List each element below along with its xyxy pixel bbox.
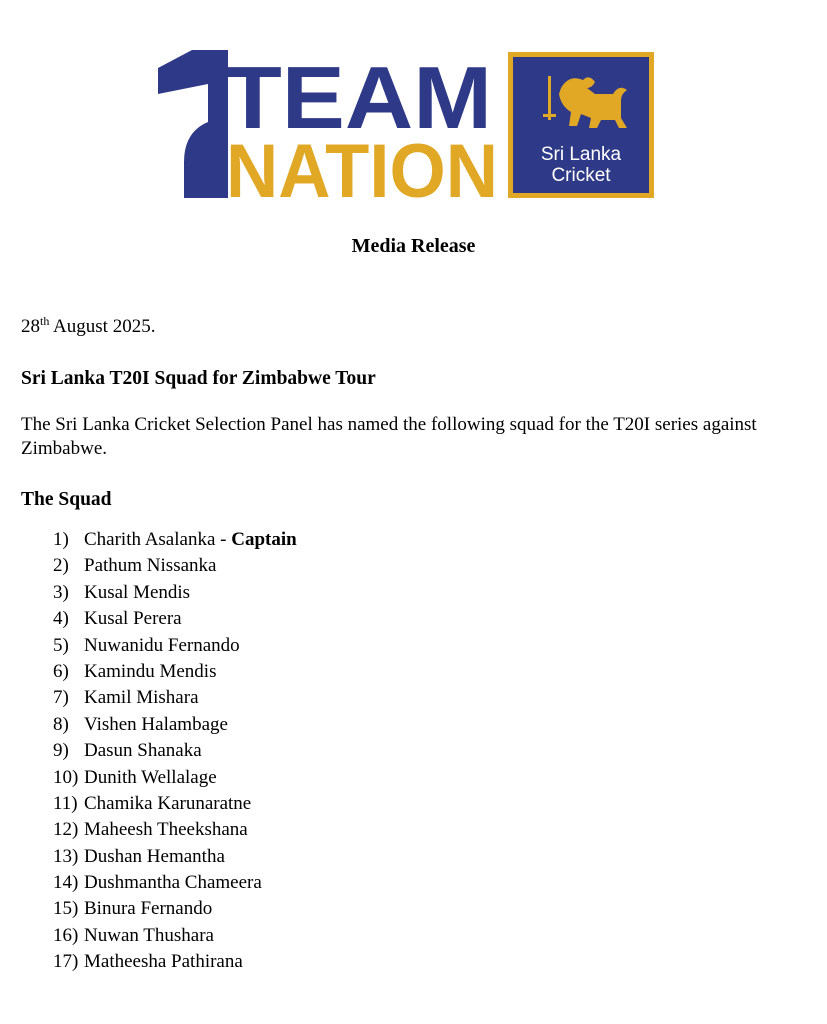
logo-word-nation: NATION xyxy=(226,129,498,200)
player-name: Nuwan Thushara xyxy=(84,924,214,946)
release-intro: The Sri Lanka Cricket Selection Panel has named the following squad for the T20I series against Zimbabwe. xyxy=(21,414,757,459)
player-name: Vishen Halambage xyxy=(84,713,228,735)
player-number: 15) xyxy=(53,898,79,920)
player-name: Dasun Shanaka xyxy=(84,740,202,762)
player-number: 1) xyxy=(53,529,69,550)
player-name: Dunith Wellalage xyxy=(84,766,217,788)
player-name: Maheesh Theekshana xyxy=(84,819,248,841)
emblem-text-line1: Sri Lanka xyxy=(540,144,622,165)
player-number: 8) xyxy=(53,713,69,735)
player-number: 5) xyxy=(53,634,69,656)
player-name: Dushan Hemantha xyxy=(84,845,225,867)
emblem-text-line2: Cricket xyxy=(551,165,611,186)
player-name: Chamika Karunaratne xyxy=(84,792,252,814)
date-rest: August 2025. xyxy=(49,316,156,337)
player-number: 6) xyxy=(53,660,69,682)
player-name: Kamil Mishara xyxy=(84,687,199,709)
slc-emblem xyxy=(508,52,654,198)
player-name: Kusal Mendis xyxy=(84,581,191,603)
date-day: 28 xyxy=(21,316,40,337)
player-number: 3) xyxy=(53,581,69,603)
player-number: 7) xyxy=(53,687,69,709)
player-number: 17) xyxy=(53,951,79,973)
date-suffix: th xyxy=(40,314,50,328)
logo-word-team: TEAM xyxy=(224,50,492,147)
numeral-one-mark xyxy=(158,50,228,198)
player-number: 16) xyxy=(53,924,79,946)
player-role: Captain xyxy=(231,529,297,550)
player-number: 12) xyxy=(53,819,79,841)
player-number: 4) xyxy=(53,608,69,630)
logo-graphic xyxy=(156,50,656,200)
player-name: Dushmantha Chameera xyxy=(84,872,262,894)
role-separator: - xyxy=(215,529,232,550)
player-name: Nuwanidu Fernando xyxy=(84,634,240,656)
player-name: Charith Asalanka xyxy=(84,529,216,550)
player-number: 13) xyxy=(53,845,79,867)
player-name: Binura Fernando xyxy=(84,898,213,920)
player-name: Pathum Nissanka xyxy=(84,555,217,577)
player-number: 9) xyxy=(53,740,69,762)
player-name: Kamindu Mendis xyxy=(84,660,217,682)
release-subject: Sri Lanka T20I Squad for Zimbabwe Tour xyxy=(21,368,376,389)
release-date xyxy=(21,314,155,340)
player-number: 10) xyxy=(53,766,79,788)
team-nation-logo xyxy=(156,50,656,200)
player-number: 14) xyxy=(53,872,79,894)
player-number: 2) xyxy=(53,555,69,577)
player-name: Kusal Perera xyxy=(84,608,182,630)
player-name: Matheesha Pathirana xyxy=(84,951,243,973)
player-number: 11) xyxy=(53,792,78,814)
squad-title: The Squad xyxy=(21,489,112,510)
media-release-heading: Media Release xyxy=(351,235,476,257)
